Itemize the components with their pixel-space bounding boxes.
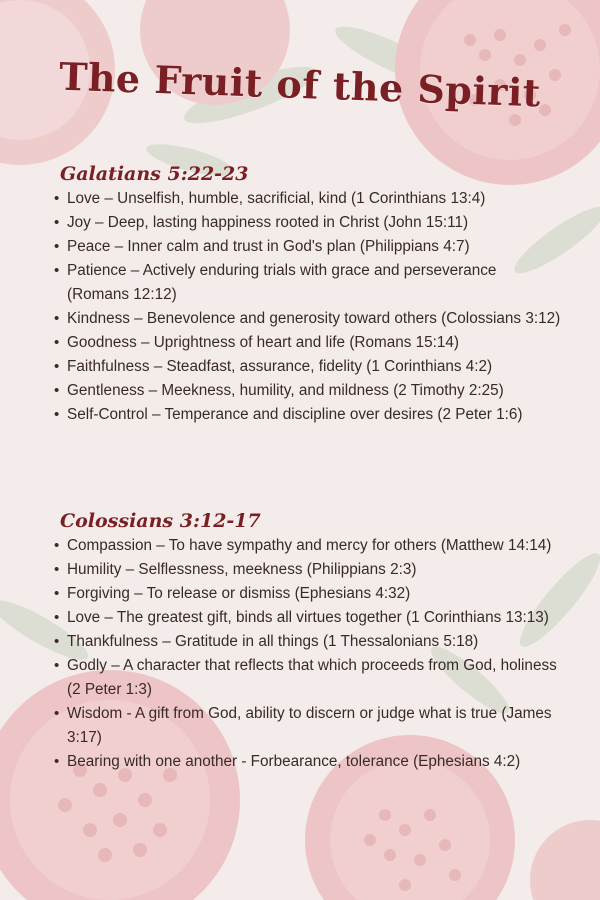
list-item: • Peace – Inner calm and trust in God's plan (Philippians 4:7) xyxy=(52,235,562,259)
list-item: • Thankfulness – Gratitude in all things (1 Thessalonians 5:18) xyxy=(52,630,562,654)
list-item: • Humility – Selflessness, meekness (Philippians 2:3) xyxy=(52,558,562,582)
list-item: • Bearing with one another - Forbearance, tolerance (Ephesians 4:2) xyxy=(52,750,562,774)
list-item: • Goodness – Uprightness of heart and life (Romans 15:14) xyxy=(52,331,562,355)
list-item: • Joy – Deep, lasting happiness rooted in Christ (John 15:11) xyxy=(52,211,562,235)
section-heading-galatians: Galatians 5:22-23 xyxy=(60,163,249,185)
list-item: • Patience – Actively enduring trials with grace and perseverance (Romans 12:12) xyxy=(52,259,562,307)
galatians-list xyxy=(52,187,562,427)
list-item: • Wisdom - A gift from God, ability to discern or judge what is true (James 3:17) xyxy=(52,702,562,750)
section-heading-colossians: Colossians 3:12-17 xyxy=(60,510,261,532)
list-item: • Gentleness – Meekness, humility, and mildness (2 Timothy 2:25) xyxy=(52,379,562,403)
colossians-list xyxy=(52,534,562,774)
list-item: • Godly – A character that reflects that which proceeds from God, holiness (2 Peter 1:3) xyxy=(52,654,562,702)
list-item: • Kindness – Benevolence and generosity toward others (Colossians 3:12) xyxy=(52,307,562,331)
list-item: • Love – The greatest gift, binds all virtues together (1 Corinthians 13:13) xyxy=(52,606,562,630)
list-item: • Forgiving – To release or dismiss (Ephesians 4:32) xyxy=(52,582,562,606)
list-item: • Compassion – To have sympathy and mercy for others (Matthew 14:14) xyxy=(52,534,562,558)
list-item: • Self-Control – Temperance and discipline over desires (2 Peter 1:6) xyxy=(52,403,562,427)
page-title: The Fruit of the Spirit xyxy=(58,53,542,116)
list-item: • Love – Unselfish, humble, sacrificial, kind (1 Corinthians 13:4) xyxy=(52,187,562,211)
list-item: • Faithfulness – Steadfast, assurance, fidelity (1 Corinthians 4:2) xyxy=(52,355,562,379)
